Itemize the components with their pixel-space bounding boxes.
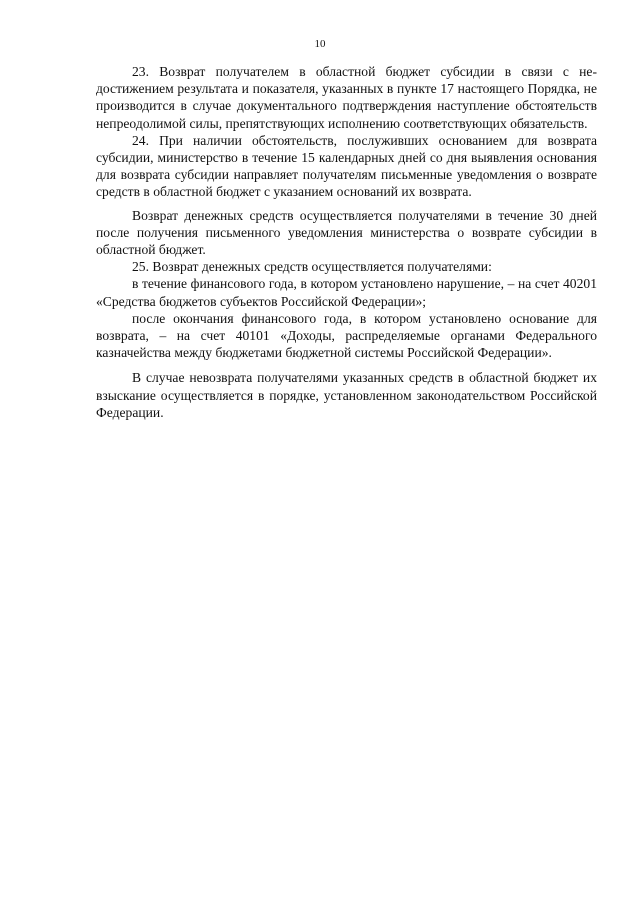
paragraph-25-account-40201: в течение финансового года, в котором установлено нарушение, – на счет 40201 «Средства бюджетов субъектов Российской Федерации»;	[96, 276, 597, 309]
paragraph-24-refund-term: Возврат денежных средств осуществляется получателями в течение 30 дней после получения письменного уведомления министерства о возврате субсидии в областной бюджет.	[96, 207, 597, 258]
paragraph-25-account-40101: после окончания финансового года, в котором установлено основание для возврата, – на счет 40101 «Доходы, распределяемые органами Федерального казначейства между бюджетами бюджетной системы Российской Федерации».	[96, 310, 597, 361]
paragraph-23: 23. Возврат получателем в областной бюджет субсидии в связи с недостижением результата и показателя, указанных в пункте 17 настоящего Порядка, не производится в случае документального подтверждения наступление обстоятельств непреодолимой силы, препятствующих исполнению соответствующих обязательств.	[96, 64, 597, 131]
page-number: 10	[314, 38, 326, 50]
paragraph-24: 24. При наличии обстоятельств, послуживших основанием для возврата субсидии, министерство в течение 15 календарных дней со дня выявления основания для возврата субсидии направляет получателям письменные уведомления о возврате средств в областной бюджет с указанием оснований их возврата.	[96, 132, 597, 200]
paragraph-25: 25. Возврат денежных средств осуществляется получателями:	[132, 259, 492, 275]
document-body	[96, 63, 597, 421]
paragraph-25-recovery: В случае невозврата получателями указанных средств в областной бюджет их взыскание осуществляется в порядке, установленном законодательством Российской Федерации.	[96, 370, 597, 420]
